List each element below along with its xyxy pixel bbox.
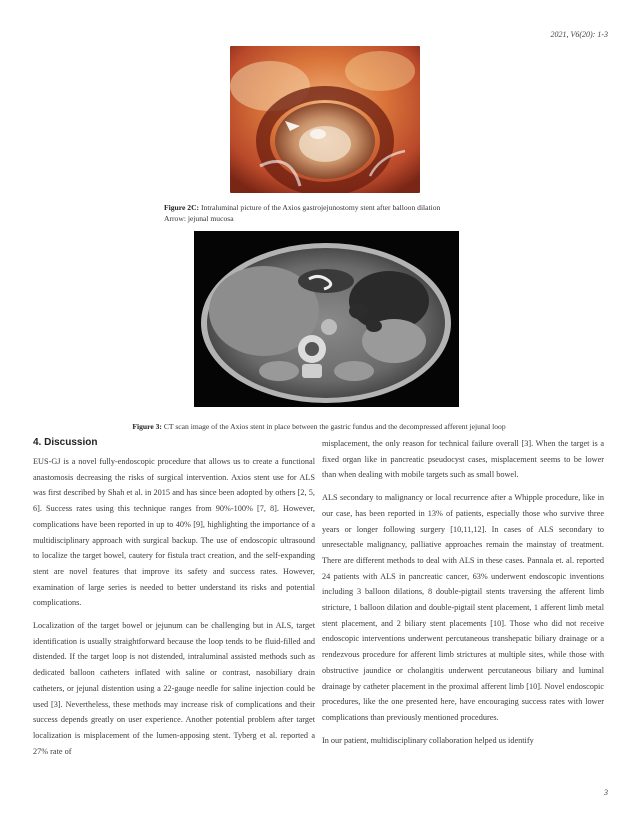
paragraph: misplacement, the only reason for technical failure overall [3]. When the target is a fixed organ like in pancreatic pseudocyst cases, misplacement seems to be lower than when dealing with mobile targets such as small bowel. — [322, 439, 604, 480]
figure-2c-caption-arrow: Arrow: jejunal mucosa — [164, 214, 234, 223]
left-text-column — [33, 436, 315, 766]
paragraph: Localization of the target bowel or jejunum can be challenging but in ALS, target identification is usually straightforward because the loop tends to be fluid-filled and distended. If the target loop is not distended, intraluminal assisted methods such as dedicated balloon catheters inflated with saline or contrast, nasobiliary drain catheters, or jejunal distention using a 22-gauge needle for saline injection could be used [3]. Nevertheless, these methods may increase risk of complications and their success depends greatly on user experience. Another potential problem after target localization is misplacement of the lumen-apposing stent. Tyberg et al. reported a 27% rate of — [33, 621, 315, 756]
right-text-column — [322, 436, 604, 755]
figure-3-caption-text: CT scan image of the Axios stent in place between the gastric fundus and the decompressed afferent jejunal loop — [161, 422, 506, 431]
figure-3-ct-scan-image — [194, 231, 459, 407]
section-heading: 4. Discussion — [33, 437, 98, 448]
journal-citation: 2021, V6(20): 1-3 — [550, 30, 608, 39]
paragraph: EUS-GJ is a novel fully-endoscopic procedure that allows us to create a functional anastomosis decreasing the risks of surgical intervention. Axios stent use for ALS was first described by Shah et al. in 2015 and has since been adopted by others [2, 5, 6]. Success rates using this technique ranges from 90%-100% [7, 8]. However, complications have been reported in up to 40% [9], highlighting the importance of a multidisciplinary approach with surgical backup. The use of endoscopic ultrasound to localize the target bowel, cautery for fistula tract creation, and the self-expanding stent are novel features that improve its safety and success rates. However, examination of large series is needed to better understand its risks and potential complications. — [33, 457, 315, 608]
figure-2c-caption-text: Intraluminal picture of the Axios gastrojejunostomy stent after balloon dilation — [199, 203, 441, 212]
paragraph: ALS secondary to malignancy or local recurrence after a Whipple procedure, like in our case, has been reported in 13% of patients, especially those who survive three years or longer following surgery [10,11,12]. In cases of ALS secondary to unresectable malignancy, palliative approaches remain the mainstay of treatment. There are different methods to deal with ALS in these cases. Pannala et. al. reported 24 patients with ALS in pancreatic cancer, 63% underwent endoscopic inventions including 3 balloon dilations, 8 double-pigtail stents traversing the afferent limb stricture, 1 balloon dilation and double-pigtail stent placement, 1 afferent limb metal stent placement, and 2 biliary stent placements [10]. Those who did not receive endoscopic interventions underwent percutaneous transhepatic biliary drainage or a rendezvous procedure for afferent limb strictures at multiple sites, while those with obstructive jaundice or cholangitis underwent percutaneous biliary and luminal drainage by catheter placement in the proximal afferent limb [10]. Novel endoscopic procedures, like the one presented here, have encouraging success rates with lower complications than previously mentioned procedures. — [322, 493, 604, 722]
paragraph: In our patient, multidisciplinary collaboration helped us identify — [322, 735, 534, 745]
figure-2c-endoscopy-image — [230, 46, 420, 193]
figure-3-label: Figure 3: — [132, 422, 162, 431]
figure-2c-label: Figure 2C: — [164, 203, 200, 212]
figure-3-caption — [0, 422, 638, 431]
figure-2c-caption — [164, 202, 524, 224]
page-number: 3 — [604, 788, 608, 797]
